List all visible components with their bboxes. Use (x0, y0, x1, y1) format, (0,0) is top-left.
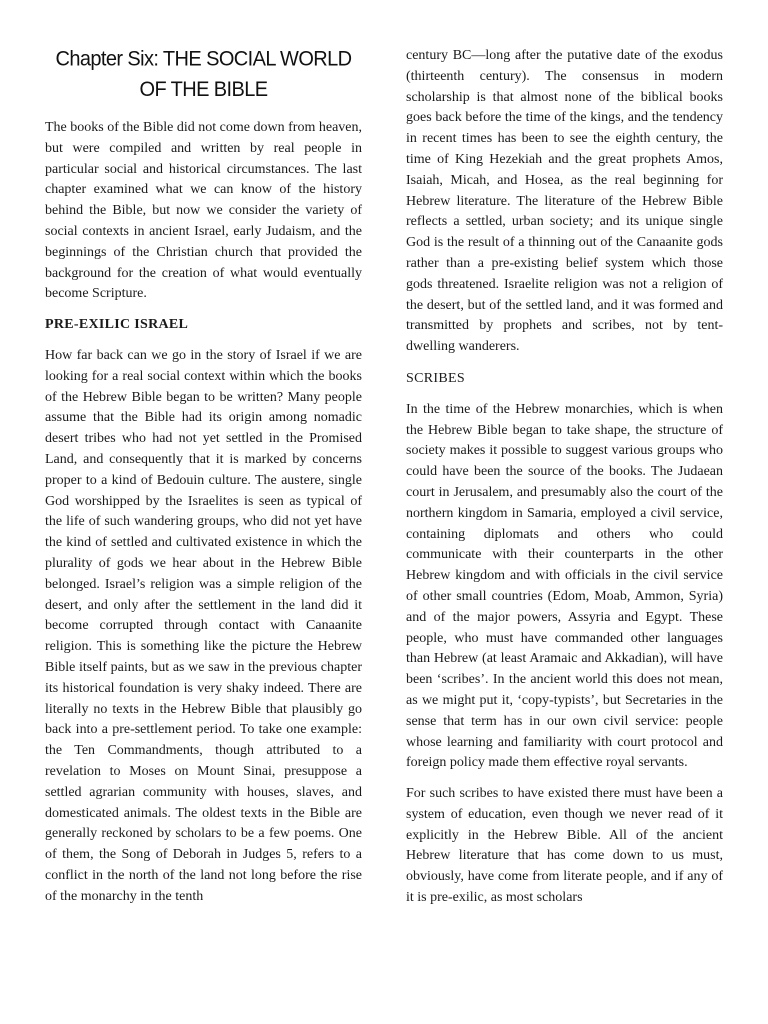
section-heading-pre-exilic-israel: PRE-EXILIC ISRAEL (45, 317, 189, 333)
chapter-title (45, 45, 362, 106)
continuation-paragraph: century BC—long after the putative date of the exodus (thirteenth century). The consensus in modern scholarship is that almost none of the biblical books goes back before the time of the kings, and the tendency in recent times has been to see the eighth century, the time of King Hezekiah and the great prophets Amos, Isaiah, Micah, and Hosea, as the real beginning for Hebrew literature. The literature of the Hebrew Bible reflects a settled, urban society; and its unique single God is the result of a thinning out of the Canaanite gods rather than a pre-existing belief system which those gods threatened. Israelite religion was not a religion of the desert, but of the settled land, and it was formed and transmitted by prophets and scribes, not by tent-dwelling wanderers. (406, 48, 723, 355)
intro-paragraph: The books of the Bible did not come down from heaven, but were compiled and written by real people in particular social and historical circumstances. The last chapter examined what we can know of the history behind the Bible, but now we consider the variety of social contexts in ancient Israel, early Judaism, and the beginnings of the Christian church that provided the background for the creation of what would eventually become Scripture. (45, 120, 362, 302)
section-heading-scribes: SCRIBES (406, 370, 465, 386)
left-column (45, 0, 362, 917)
scribes-paragraph-2: For such scribes to have existed there must have been a system of education, even though we never read of it explicitly in the Hebrew Bible. All of the ancient Hebrew literature that has come down to us must, obviously, have come from literate people, and if any of it is pre-exilic, as most scholars (406, 786, 723, 906)
chapter-title-line2: OF THE BIBLE (139, 78, 268, 102)
pre-exilic-body-paragraph: How far back can we go in the story of Israel if we are looking for a real social context within which the books of the Hebrew Bible began to be written? Many people assume that the Bible had its origin among nomadic desert tribes who had not yet settled in the Promised Land, and consequently that it is marked by concerns proper to a kind of Bedouin culture. The austere, single God worshipped by the Israelites is seen as typical of the life of such wandering groups, who did not yet have the kind of settled and cultivated existence in which the plurality of gods we hear about in the Hebrew Bible belonged. Israel’s religion was a simple religion of the desert, and only after the settlement in the land did it become corrupted through contact with Canaanite religion. This is something like the picture the Hebrew Bible itself paints, but as we saw in the previous chapter its historical foundation is very shaky indeed. There are literally no texts in the Hebrew Bible that plausibly go back into a pre-settlement period. To take one example: the Ten Commandments, though attributed to a revelation to Moses on Mount Sinai, presuppose a settled agrarian community with houses, slaves, and domesticated animals. The oldest texts in the Bible are generally reckoned by scholars to be a few poems. One of them, the Song of Deborah in Judges 5, refers to a conflict in the north of the land not long before the rise of the monarchy in the tenth (45, 347, 362, 904)
chapter-title-line1: Chapter Six: THE SOCIAL WORLD (55, 47, 352, 71)
right-column (406, 0, 723, 919)
scribes-paragraph-1: In the time of the Hebrew monarchies, which is when the Hebrew Bible began to take shape, the structure of society makes it possible to suggest various groups who could have been the source of the books. The Judaean court in Jerusalem, and presumably also the court of the northern kingdom in Samaria, employed a civil service, containing diplomats and others who could communicate with their counterparts in the other Hebrew kingdom and with officials in the civil service of other small countries (Edom, Moab, Ammon, Syria) and of the major powers, Assyria and Egypt. These people, who must have commanded other languages than Hebrew (at least Aramaic and Akkadian), will have been ‘scribes’. In the ancient world this does not mean, as we might put it, ‘copy-typists’, but Secretaries in the sense that term has in our own civil service: people whose learning and familiarity with court protocol and foreign policy made them effective royal servants. (406, 401, 723, 771)
